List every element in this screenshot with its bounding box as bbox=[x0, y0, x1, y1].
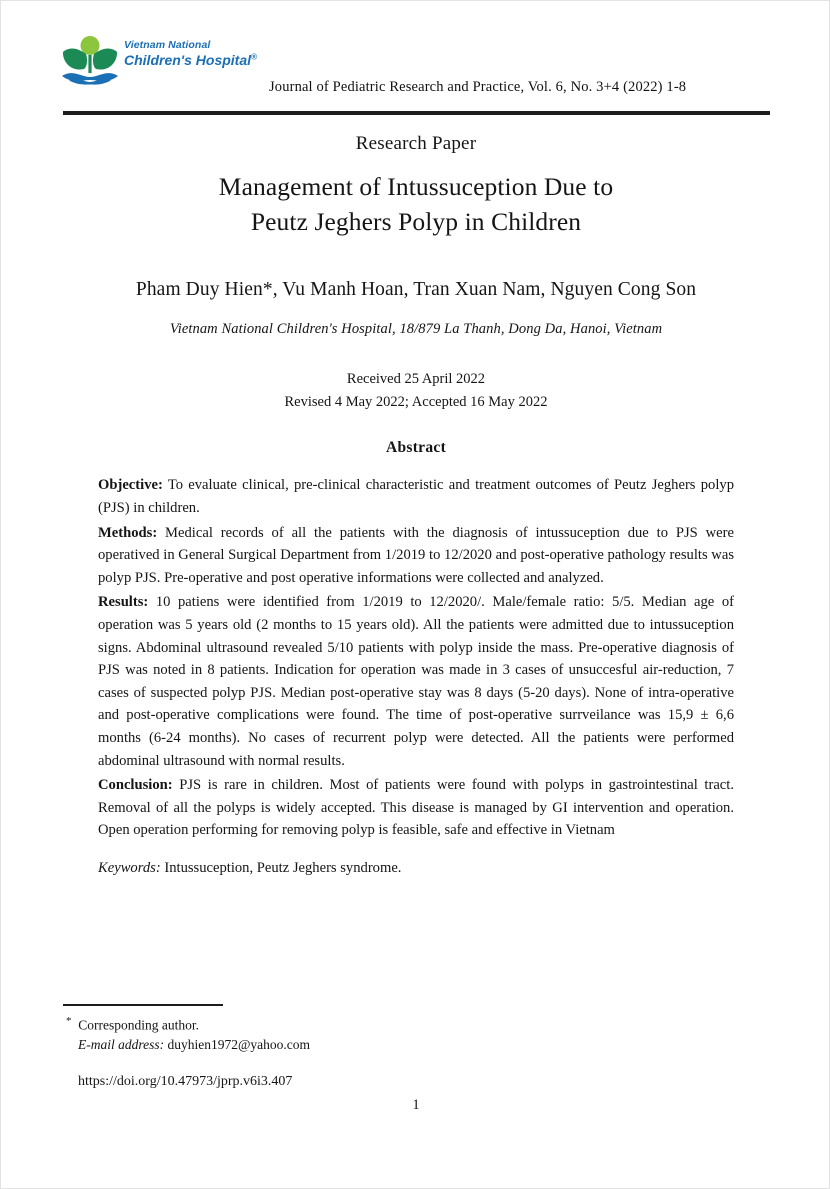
abstract-text-conclusion: PJS is rare in children. Most of patients were found with polyps in gastrointestinal tract. Removal of all the polyps is widely accepted. This disease is managed by GI intervention and operation. Open operation performing for removing polyp is feasible, safe and effective in Vietnam bbox=[98, 777, 734, 839]
footnote-asterisk-icon: * bbox=[66, 1014, 72, 1027]
keywords-label: Keywords: bbox=[98, 860, 161, 877]
email-value[interactable]: duyhien1972@yahoo.com bbox=[164, 1037, 311, 1053]
article-content bbox=[1, 119, 830, 880]
page-title bbox=[1, 169, 830, 239]
abstract-section-methods bbox=[98, 522, 734, 590]
logo-line-childrens-hospital: Children's Hospital® bbox=[124, 51, 257, 68]
abstract-label-conclusion: Conclusion: bbox=[98, 777, 173, 794]
keywords-line bbox=[98, 858, 734, 880]
doi-link[interactable]: https://doi.org/10.47973/jprp.v6i3.407 bbox=[78, 1073, 293, 1089]
received-date: Received 25 April 2022 bbox=[346, 371, 486, 388]
hospital-logo-icon bbox=[59, 35, 121, 87]
keywords-value: Intussuception, Peutz Jeghers syndrome. bbox=[160, 860, 402, 877]
page-header bbox=[1, 1, 829, 101]
abstract-heading: Abstract bbox=[385, 439, 447, 457]
title-line-2: Peutz Jeghers Polyp in Children bbox=[250, 207, 582, 237]
registered-trademark-icon: ® bbox=[251, 51, 257, 61]
page-number: 1 bbox=[412, 1097, 420, 1113]
abstract-label-objective: Objective: bbox=[98, 477, 163, 494]
corresponding-author-note bbox=[63, 1013, 763, 1036]
article-dates bbox=[1, 368, 830, 413]
journal-citation-line: Journal of Pediatric Research and Practice, Vol. 6, No. 3+4 (2022) 1-8 bbox=[269, 79, 687, 95]
abstract-section-conclusion bbox=[98, 774, 734, 842]
logo-wordmark bbox=[124, 40, 257, 67]
email-label: E-mail address: bbox=[78, 1037, 165, 1053]
abstract-text-methods: Medical records of all the patients with the diagnosis of intussuception due to PJS were operatived in General Surgical Department from 1/2019 to 12/2020 and post-operative pathology results was polyp PJS. Pre-operative and post operative informations were collected and analyzed. bbox=[98, 524, 734, 586]
abstract-body bbox=[98, 474, 734, 842]
abstract-section-objective bbox=[98, 474, 734, 519]
corresponding-author-text: Corresponding author. bbox=[78, 1017, 199, 1032]
header-divider-rule bbox=[63, 111, 770, 115]
abstract-section-results bbox=[98, 591, 734, 772]
affiliation-line: Vietnam National Children's Hospital, 18/879 La Thanh, Dong Da, Hanoi, Vietnam bbox=[169, 321, 663, 338]
title-line-1: Management of Intussuception Due to bbox=[218, 172, 614, 201]
page-footnote bbox=[63, 1004, 763, 1090]
abstract-text-results: 10 patiens were identified from 1/2019 to 12/2020/. Male/female ratio: 5/5. Median age of operation was 5 years old (2 months to 15 years old). All the patients were admitted due to intussuception signs. Abdominal ultrasound revealed 5/10 patients with polyp inside the mass. Pre-operative diagnosis of PJS was noted in 8 patients. Indication for operation was made in 3 cases of unsuccesful air-reduction, 7 cases of suspected polyp PJS. Median post-operative stay was 8 days (5-20 days). None of intra-operative and post-operative complications were found. The time of post-operative surrveilance was 15,9 ± 6,6 months (6-24 months). No cases of recurrent polyp were detected. All the patients were performed abdominal ultrasound with normal results. bbox=[98, 594, 734, 769]
abstract-text-objective: To evaluate clinical, pre-clinical characteristic and treatment outcomes of Peutz Jeghers polyp (PJS) in children. bbox=[98, 477, 734, 516]
abstract-label-results: Results: bbox=[98, 594, 149, 611]
journal-logo bbox=[59, 35, 257, 87]
email-address-note bbox=[63, 1035, 763, 1055]
logo-line-vietnam-national: Vietnam National bbox=[124, 39, 211, 51]
revised-accepted-date: Revised 4 May 2022; Accepted 16 May 2022 bbox=[284, 393, 548, 410]
author-list: Pham Duy Hien*, Vu Manh Hoan, Tran Xuan Nam, Nguyen Cong Son bbox=[135, 279, 697, 301]
footnote-divider-rule bbox=[63, 1004, 223, 1006]
article-type-label: Research Paper bbox=[355, 133, 477, 154]
abstract-label-methods: Methods: bbox=[98, 524, 158, 541]
